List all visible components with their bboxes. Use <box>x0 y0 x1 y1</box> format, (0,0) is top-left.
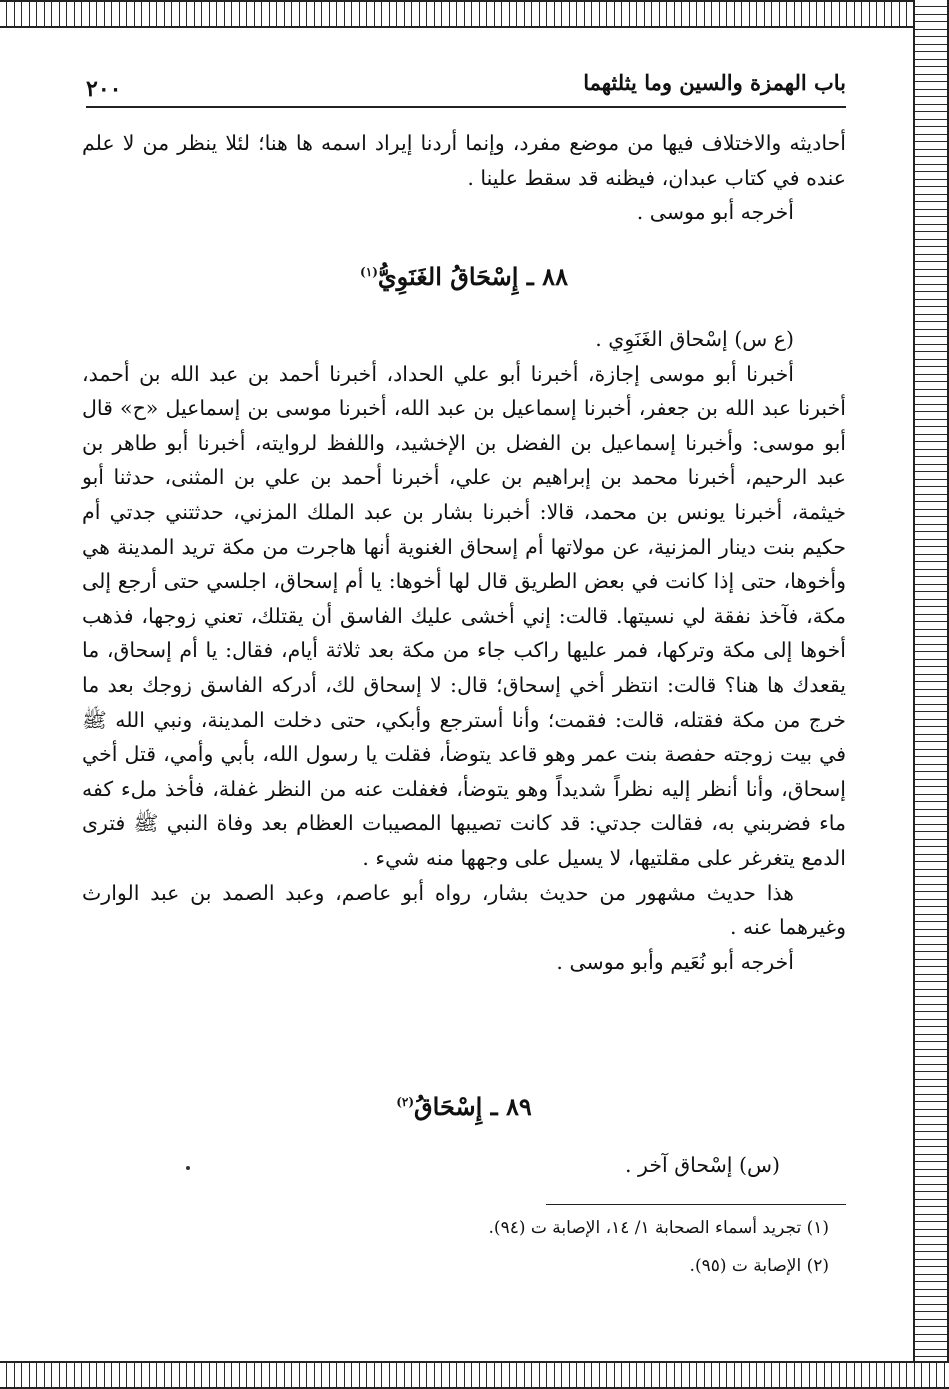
footnote-ref-1: (١) <box>360 265 378 279</box>
footnote-1: (١) تجريد أسماء الصحابة ١/ ١٤، الإصابة ت (٩٤). <box>488 1218 829 1238</box>
decorative-border-bottom <box>0 1361 949 1389</box>
entry-89-text <box>82 1148 846 1183</box>
entry-88-heading <box>82 262 846 291</box>
running-title: باب الهمزة والسين وما يثلثهما <box>583 70 846 95</box>
footnote-ref-2: (٢) <box>396 1095 415 1109</box>
entry-88-comment: هذا حديث مشهور من حديث بشار، رواه أبو عاصم، وعبد الصمد بن عبد الوارث وغيرهما عنه . <box>82 880 846 940</box>
page-number: ٢٠٠ <box>86 76 122 102</box>
entry-89-heading <box>82 1092 846 1121</box>
entry-88-text <box>82 322 846 979</box>
intro-source: أخرجه أبو موسى . <box>636 200 794 225</box>
entry-88-body: أخبرنا أبو موسى إجازة، أخبرنا أبو علي الحداد، أخبرنا أحمد بن عبد الله بن أحمد، أخبرنا عبد الله بن جعفر، أخبرنا إسماعيل بن عبد الله، أخبرنا موسى بن إسماعيل «ح» قال أبو موسى: وأخبرنا إسماعيل بن الفضل بن الإخشيد، واللفظ لروايته، أخبرنا أبو طاهر بن عبد الرحيم، أخبرنا محمد بن إبراهيم بن علي، أخبرنا أحمد بن علي بن المثنى، حدثنا أبو خيثمة، أخبرنا يونس بن محمد، قالا: أخبرنا بشار بن عبد الملك المزني، حدثتني جدتي أم حكيم بنت دينار المزنية، عن مولاتها أم إسحاق الغنوية أنها هاجرت من مكة تريد المدينة هي وأخوها، حتى إذا كانت في بعض الطريق قال لها أخوها: يا أم إسحاق، اجلسي حتى أرجع إلى مكة، فآخذ نفقة لي نسيتها. قالت: إني أخشى عليك الفاسق أن يقتلك، تعني زوجها، فذهب أخوها إلى مكة وتركها، فمر عليها راكب جاء من مكة بعد ثلاثة أيام، فقال: يا أم إسحاق، ما يقعدك ها هنا؟ قالت: انتظر أخي إسحاق؛ قال: لا إسحاق لك، أدركه الفاسق زوجك بعد ما خرج من مكة فقتله، قالت: فقمت؛ وأنا أسترجع وأبكي، حتى دخلت المدينة، ونبي الله ﷺ في بيت زوجته حفصة بنت عمر وهو قاعد يتوضأ، فقلت يا رسول الله، بأبي وأمي، قتل أخي إسحاق، وأنا أنظر إليه نظراً شديداً وهو يتوضأ، فغفلت عنه من النظر غفلة، فأخذ ملء كفه ماء فضربني به، فقالت جدتي: قد كانت تصيبها المصيبات العظام بعد وفاة النبي ﷺ فترى الدمع يتغرغر على مقلتيها، لا يسيل على وجهها منه شيء . <box>82 361 846 870</box>
intro-text <box>82 126 846 230</box>
decorative-border-top <box>0 0 949 28</box>
stray-dot <box>186 1166 190 1170</box>
intro-paragraph: أحاديثه والاختلاف فيها من موضع مفرد، وإنما أردنا إيراد اسمه ها هنا؛ لئلا ينظر من لا علم عنده في كتاب عبدان، فيظنه قد سقط علينا . <box>82 131 846 190</box>
entry-89-title: ٨٩ ـ إِسْحَاقُ <box>414 1092 532 1121</box>
entry-89-code: (س) إسْحاق آخر . <box>624 1153 780 1177</box>
decorative-border-right <box>913 0 949 1389</box>
footnote-2: (٢) الإصابة ت (٩٥). <box>689 1256 829 1276</box>
entry-88-code: (ع س) إسْحاق الغَنَوِي . <box>595 327 794 351</box>
page-header <box>86 68 846 108</box>
entry-88-source: أخرجه أبو نُعَيم وأبو موسى . <box>556 949 794 974</box>
footnote-separator <box>546 1204 846 1205</box>
entry-88-title: ٨٨ ـ إِسْحَاقُ الغَنَوِيُّ <box>377 262 568 291</box>
